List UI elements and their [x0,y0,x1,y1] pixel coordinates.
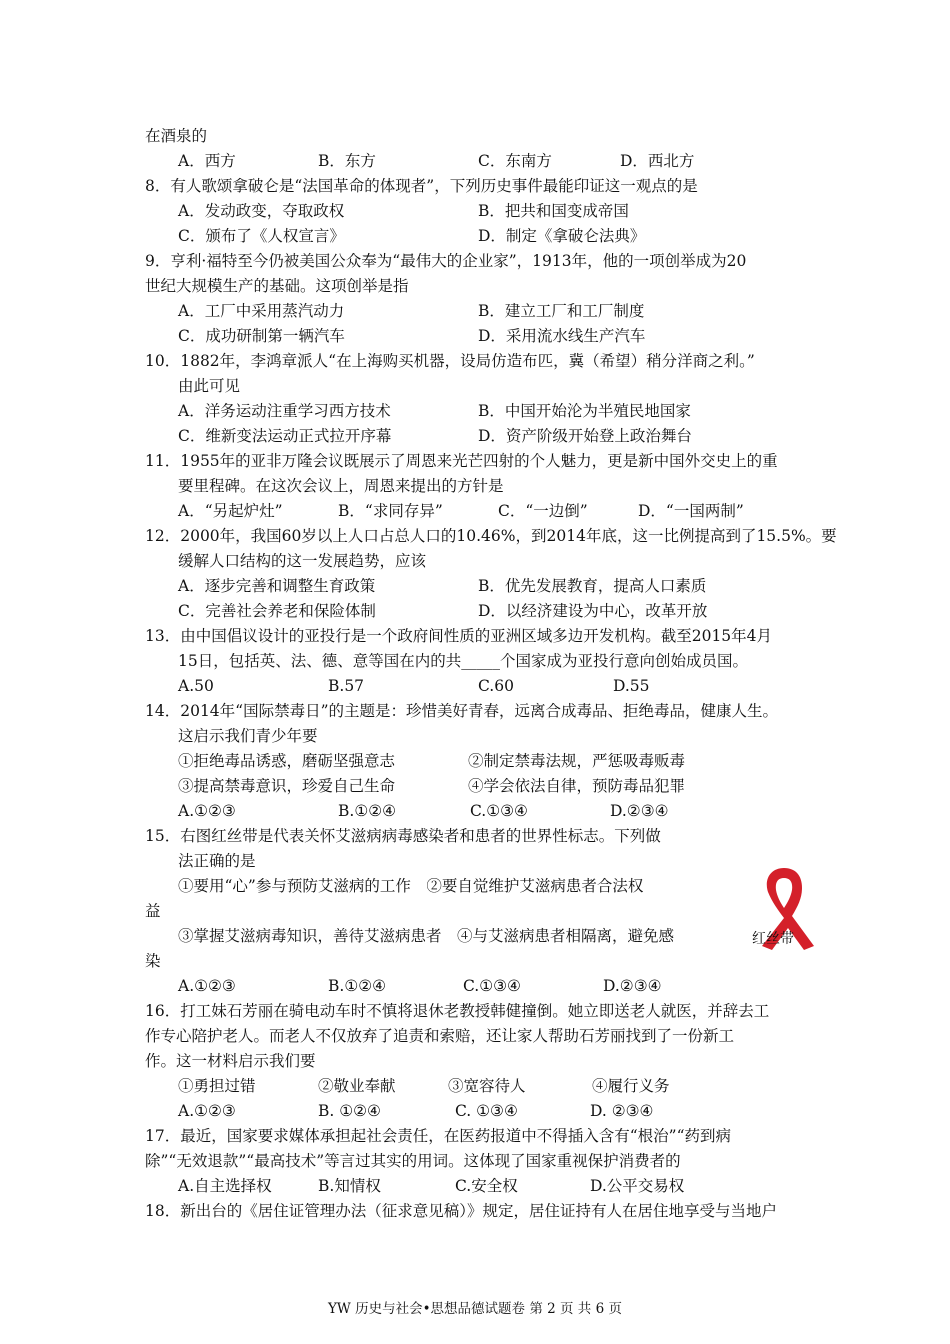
answer-option: C．维新变法运动正式拉开序幕 [178,427,392,445]
answer-option: A．“另起炉灶” [178,502,283,520]
answer-option: C.60 [478,677,514,695]
answer-option: D．采用流水线生产汽车 [478,327,646,345]
answer-option: B．建立工厂和工厂制度 [478,302,645,320]
answer-option: ③宽容待人 [448,1077,526,1095]
answer-option: D.公平交易权 [590,1177,685,1195]
text-line: 18．新出台的《居住证管理办法（征求意见稿）》规定，居住证持有人在居住地享受与当地户 [145,1202,777,1220]
answer-option: C．东南方 [478,152,552,170]
answer-option: B.①②④ [338,802,397,820]
text-line: 作。这一材料启示我们要 [145,1052,316,1070]
answer-option: C．颁布了《人权宣言》 [178,227,345,245]
answer-option: B.知情权 [318,1177,381,1195]
text-line: 11．1955年的亚非万隆会议既展示了周恩来光芒四射的个人魅力，更是新中国外交史上的重 [145,452,778,470]
answer-option: ②制定禁毒法规，严惩吸毒贩毒 [468,752,686,770]
answer-option: C.①③④ [463,977,521,995]
answer-option: ④履行义务 [592,1077,670,1095]
answer-option: C. ①③④ [455,1102,518,1120]
answer-option: B．“求同存异” [338,502,443,520]
text-line: 益 [145,902,161,920]
text-line: 15．右图红丝带是代表关怀艾滋病病毒感染者和患者的世界性标志。下列做 [145,827,661,845]
answer-option: A.50 [178,677,214,695]
answer-option: B．中国开始沦为半殖民地国家 [478,402,691,420]
answer-option: A．洋务运动注重学习西方技术 [178,402,391,420]
answer-option: D. ②③④ [590,1102,654,1120]
answer-option: B．优先发展教育，提高人口素质 [478,577,707,595]
text-line: 13．由中国倡议设计的亚投行是一个政府间性质的亚洲区域多边开发机构。截至2015年4月 [145,627,773,645]
answer-option: A．发动政变，夺取政权 [178,202,345,220]
text-line: 15日，包括英、法、德、意等国在内的共_____个国家成为亚投行意向创始成员国。 [178,652,748,670]
text-line: 12．2000年，我国60岁以上人口占总人口的10.46%，到2014年底，这一比例提高到了15.5%。要 [145,527,837,545]
answer-option: D.②③④ [603,977,662,995]
text-line: 法正确的是 [178,852,256,870]
answer-option: C．成功研制第一辆汽车 [178,327,345,345]
text-line: 10．1882年，李鸿章派人“在上海购买机器，设局仿造布匹，冀（希望）稍分洋商之利。” [145,352,755,370]
answer-option: ②敬业奉献 [318,1077,396,1095]
answer-option: C.安全权 [455,1177,518,1195]
answer-option: ③提高禁毒意识，珍爱自己生命 [178,777,396,795]
answer-option: A.①②③ [178,977,236,995]
answer-option: ④学会依法自律，预防毒品犯罪 [468,777,686,795]
answer-option: D.55 [613,677,650,695]
answer-option: C.①③④ [470,802,528,820]
text-line: 17．最近，国家要求媒体承担起社会责任，在医药报道中不得插入含有“根治”“药到病 [145,1127,731,1145]
answer-option: B. ①②④ [318,1102,381,1120]
text-line: 9．亨利·福特至今仍被美国公众奉为“最伟大的企业家”，1913年，他的一项创举成为20 [145,252,747,270]
text-line: 在酒泉的 [145,127,208,145]
answer-option: A．逐步完善和调整生育政策 [178,577,376,595]
text-line: 缓解人口结构的这一发展趋势，应该 [178,552,427,570]
answer-option: ①勇担过错 [178,1077,256,1095]
text-line: 作专心陪护老人。而老人不仅放弃了追责和索赔，还让家人帮助石芳丽找到了一份新工 [145,1027,735,1045]
answer-option: B．把共和国变成帝国 [478,202,629,220]
text-line: 14．2014年“国际禁毒日”的主题是：珍惜美好青春，远离合成毒品、拒绝毒品，健康人生。 [145,702,779,720]
answer-option: A.①②③ [178,802,236,820]
answer-option: A．工厂中采用蒸汽动力 [178,302,345,320]
text-line: 除”“无效退款”“最高技术”等言过其实的用词。这体现了国家重视保护消费者的 [145,1152,681,1170]
answer-option: D．“一国两制” [638,502,744,520]
answer-option: D．资产阶级开始登上政治舞台 [478,427,692,445]
text-line: 16．打工妹石芳丽在骑电动车时不慎将退休老教授韩健撞倒。她立即送老人就医，并辞去工 [145,1002,770,1020]
page-footer: YW 历史与社会•思想品德试题卷 第 2 页 共 6 页 [328,1301,622,1317]
text-line: 世纪大规模生产的基础。这项创举是指 [145,277,409,295]
answer-option: B.①②④ [328,977,387,995]
answer-option: D．西北方 [620,152,695,170]
answer-option: B．东方 [318,152,376,170]
answer-option: C．“一边倒” [498,502,588,520]
answer-option: B.57 [328,677,365,695]
answer-option: D．以经济建设为中心，改革开放 [478,602,708,620]
text-line: 这启示我们青少年要 [178,727,318,745]
answer-option: A.①②③ [178,1102,236,1120]
text-line: ③掌握艾滋病毒知识，善待艾滋病患者 ④与艾滋病患者相隔离，避免感 [178,927,675,945]
text-line: ①要用“心”参与预防艾滋病的工作 ②要自觉维护艾滋病患者合法权 [178,877,644,895]
text-line: 要里程碑。在这次会议上，周恩来提出的方针是 [178,477,504,495]
ribbon-caption: 红丝带 [752,931,794,947]
answer-option: A.自主选择权 [178,1177,272,1195]
answer-option: ①拒绝毒品诱惑，磨砺坚强意志 [178,752,396,770]
answer-option: C．完善社会养老和保险体制 [178,602,376,620]
text-line: 染 [145,952,161,970]
answer-option: D.②③④ [610,802,669,820]
answer-option: D．制定《拿破仑法典》 [478,227,646,245]
answer-option: A．西方 [178,152,236,170]
text-line: 由此可见 [178,377,241,395]
text-line: 8．有人歌颂拿破仑是“法国革命的体现者”，下列历史事件最能印证这一观点的是 [145,177,698,195]
